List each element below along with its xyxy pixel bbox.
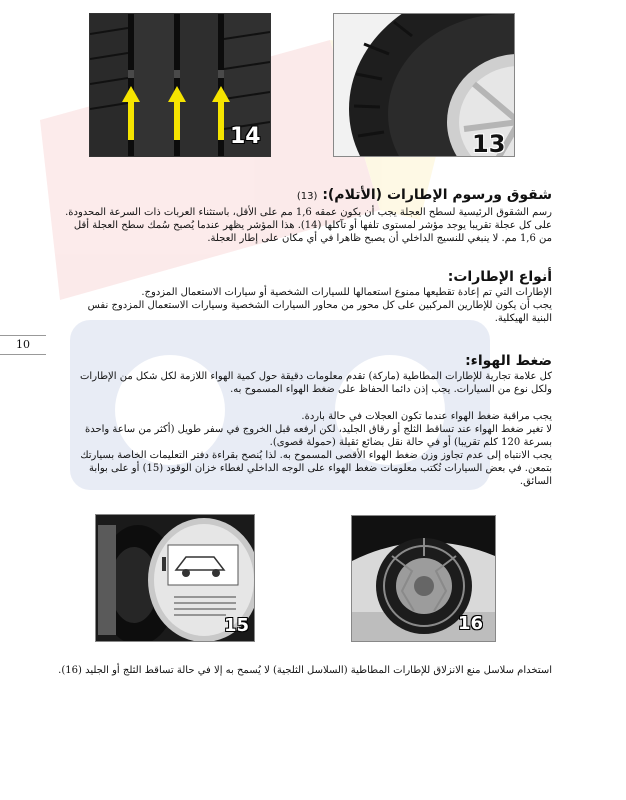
section-tread-wear [44, 186, 552, 245]
section-heading-wear: شقوق ورسوم الإطارات (الأتلام): [322, 187, 552, 203]
figure-ref-13: (13) [296, 191, 318, 202]
paragraph-line: من 1,6 مم. لا ينبغي للنسيج الداخلي أن يصبح ظاهرا في أي مكان على إطار العجلة. [207, 233, 552, 244]
figure-number-14: 14 [230, 124, 261, 149]
tyre-photo [333, 13, 515, 157]
figure-number-15: 15 [224, 615, 250, 636]
page-number: 10 [0, 335, 46, 355]
paragraph-line: بسرعة 120 كلم تقريبا) أو في حالة نقل بضائع ثقيلة (حمولة قصوى). [269, 437, 552, 448]
section-tyre-types [44, 268, 552, 325]
snow-chains-photo [351, 515, 496, 642]
paragraph-line: البنية الهيكلية. [494, 313, 552, 324]
section-heading-pressure: ضغط الهواء: [465, 353, 552, 369]
fuel-flap-photo [95, 514, 255, 642]
paragraph-line: السائق. [519, 476, 552, 487]
paragraph-line: ولكل نوع من السيارات. يجب إذن دائما الحفاظ على ضغط الهواء المسموح به. [230, 384, 552, 395]
tread-indicator-photo [89, 13, 271, 157]
paragraph-line: على كل عجلة تقريبا يوجد مؤشر لمستوى تلفها أو تآكلها (14). هذا المؤشر يظهر عندما يُصبح سُمك سطح العجلة أقل [73, 220, 552, 231]
paragraph-line: يجب الانتباه إلى عدم تجاوز وزن ضغط الهواء الأقصى المسموح به. لذا يُنصح بقراءة دفتر التعليمات الخاصة بسيارتك [80, 450, 552, 461]
paragraph-line: الإطارات التي تم إعادة تقطيعها ممنوع استعمالها للسيارات الشخصية أو سيارات الاستعمال المزدوج. [141, 287, 552, 298]
section-air-pressure [44, 352, 552, 488]
section-heading-types: أنواع الإطارات: [447, 269, 552, 285]
paragraph-line: كل علامة تجارية للإطارات المطاطية (ماركة) تقدم معلومات دقيقة حول كمية الهواء اللازمة لكل شكل من الإطارات [80, 371, 552, 382]
snow-chains-caption [44, 664, 552, 677]
paragraph-line: بتمعن. في بعض السيارات تُكتب معلومات ضغط الهواء على الوجه الداخلي لغطاء خزان الوقود (15) أو على بوابة [88, 463, 552, 474]
paragraph-line: يجب مراقبة ضغط الهواء عندما تكون العجلات في حالة باردة. [301, 411, 552, 422]
figure-number-16: 16 [458, 613, 484, 634]
paragraph-line: يجب أن يكون للإطارين المركبين على كل محور من محاور السيارات الشخصية وسيارات الاستعمال المزدوج نفس [87, 300, 552, 311]
paragraph-line: لا تغير ضغط الهواء عند تساقط الثلج أو رقاق الجليد، لكن ارفعه قبل الخروج في سفر طويل (أكثر من ساعة واحدة [84, 424, 552, 435]
figure-number-13: 13 [472, 130, 506, 157]
paragraph-line: رسم الشقوق الرئيسية لسطح العجلة يجب أن يكون عمقه 1,6 مم على الأقل، باستثناء العربات ذات السرعة المحدودة. [65, 207, 552, 218]
caption-text: استخدام سلاسل منع الانزلاق للإطارات المطاطية (السلاسل الثلجية) لا يُسمح به إلا في حالة تساقط الثلج أو الجليد (16). [58, 665, 552, 676]
